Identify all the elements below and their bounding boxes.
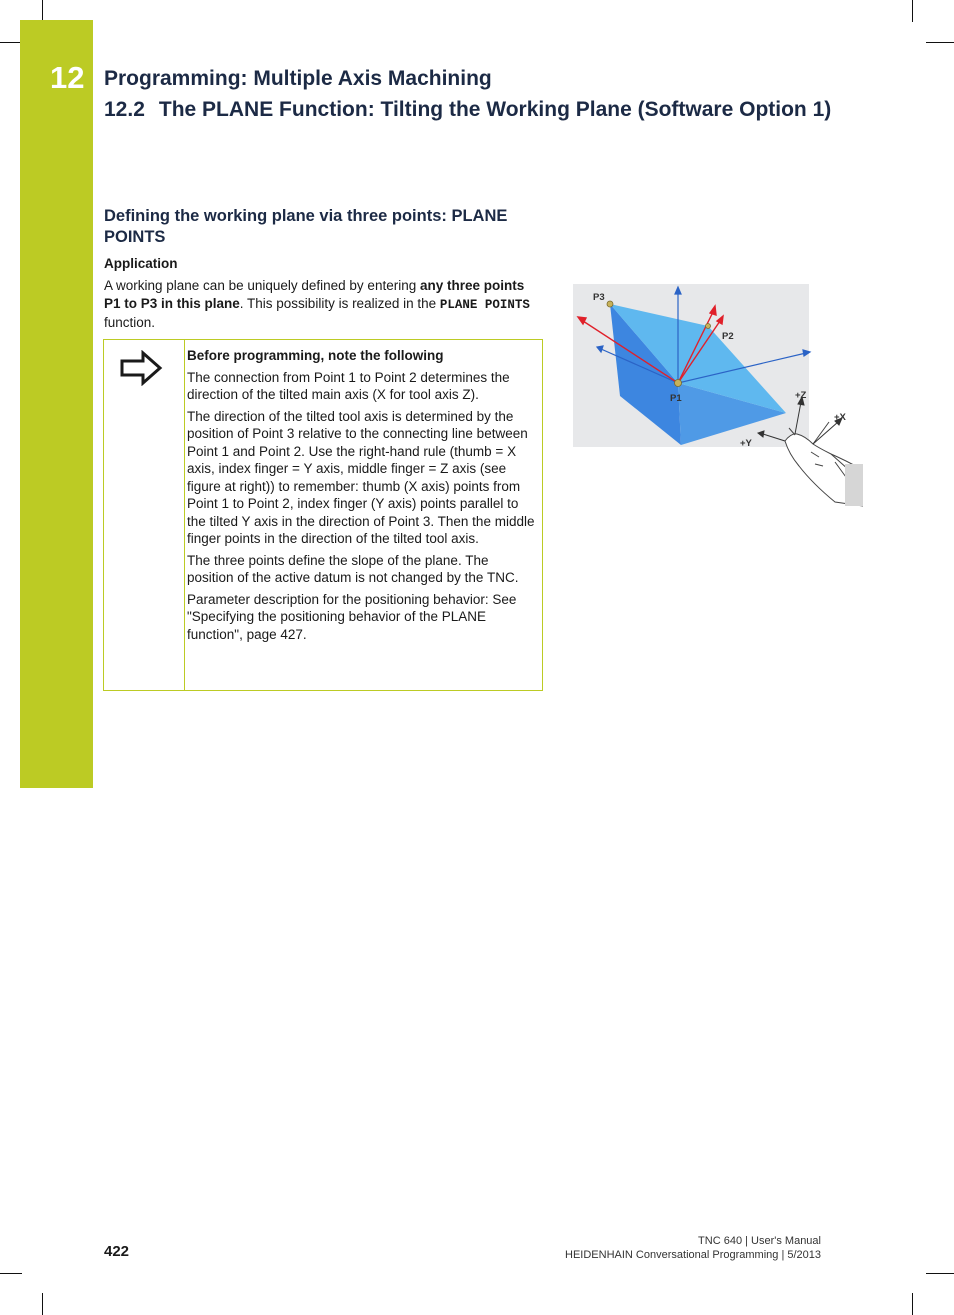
section-title-text: The PLANE Function: Tilting the Working Plane (Software Option 1) — [158, 98, 832, 121]
hand-axis-x — [813, 422, 838, 444]
page-number: 422 — [104, 1243, 130, 1260]
crop-mark — [926, 42, 954, 43]
crop-mark — [912, 1293, 913, 1315]
plane-points-figure — [573, 284, 863, 510]
label-p1: P1 — [670, 393, 682, 404]
label-x: +X — [834, 412, 846, 423]
note-heading: Before programming, note the following — [187, 348, 444, 363]
chapter-title: Programming: Multiple Axis Machining — [104, 67, 492, 90]
note-content — [187, 347, 535, 647]
crop-mark — [912, 0, 913, 22]
label-y: +Y — [740, 438, 752, 449]
point-p1 — [675, 380, 682, 387]
footer-line-2: HEIDENHAIN Conversational Programming | 5/2013 — [565, 1249, 821, 1261]
label-p2: P2 — [722, 331, 734, 342]
intro-bold: any three points P1 to P3 in this plane — [104, 278, 525, 311]
intro-text: . This possibility is realized in the — [239, 295, 440, 311]
chapter-side-band — [20, 20, 93, 788]
page-heading: Defining the working plane via three points: PLANE POINTS — [104, 207, 508, 246]
subheading: Application — [104, 256, 178, 271]
crop-mark — [42, 0, 43, 22]
note-divider — [184, 339, 185, 691]
note-paragraph: Parameter description for the positioning behavior: See "Specifying the positioning behavior of the PLANE function", page 427. — [187, 591, 517, 642]
crop-mark — [0, 1273, 22, 1274]
note-paragraph: The connection from Point 1 to Point 2 determines the direction of the tilted main axis (X for tool axis Z). — [187, 369, 510, 402]
label-z: +Z — [795, 390, 807, 401]
intro-paragraph — [104, 277, 534, 332]
label-p3: P3 — [593, 292, 605, 303]
footer-line-1: TNC 640 | User's Manual — [698, 1235, 821, 1247]
arrow-right-icon — [119, 350, 163, 386]
code-term: PLANE POINTS — [439, 297, 530, 312]
page-footer — [565, 1234, 821, 1262]
section-title — [104, 98, 831, 122]
point-p3 — [607, 301, 613, 307]
chapter-number: 12 — [50, 60, 85, 95]
crop-mark — [42, 1293, 43, 1315]
note-paragraph: The three points define the slope of the plane. The position of the active datum is not changed by the TNC. — [187, 552, 519, 585]
crop-mark — [0, 42, 22, 43]
point-p2 — [706, 324, 711, 329]
note-paragraph: The direction of the tilted tool axis is determined by the position of Point 3 relative to the connecting line between Point 1 and Point 2. Use the right-hand rule (thumb = X axis, index finger = Y axis, middle finger = Z axis (see figure at right)) to remember: thumb (X axis) points from Point 1 to Point 2, index finger (Y axis) points parallel to the tilted Y axis in the direction of Point 3. Then the middle finger points in the direction of the tilted tool axis. — [187, 408, 535, 546]
section-number: 12.2 — [104, 98, 145, 121]
intro-text: A working plane can be uniquely defined by entering — [104, 278, 420, 293]
crop-mark — [926, 1273, 954, 1274]
intro-text: function. — [104, 315, 156, 330]
